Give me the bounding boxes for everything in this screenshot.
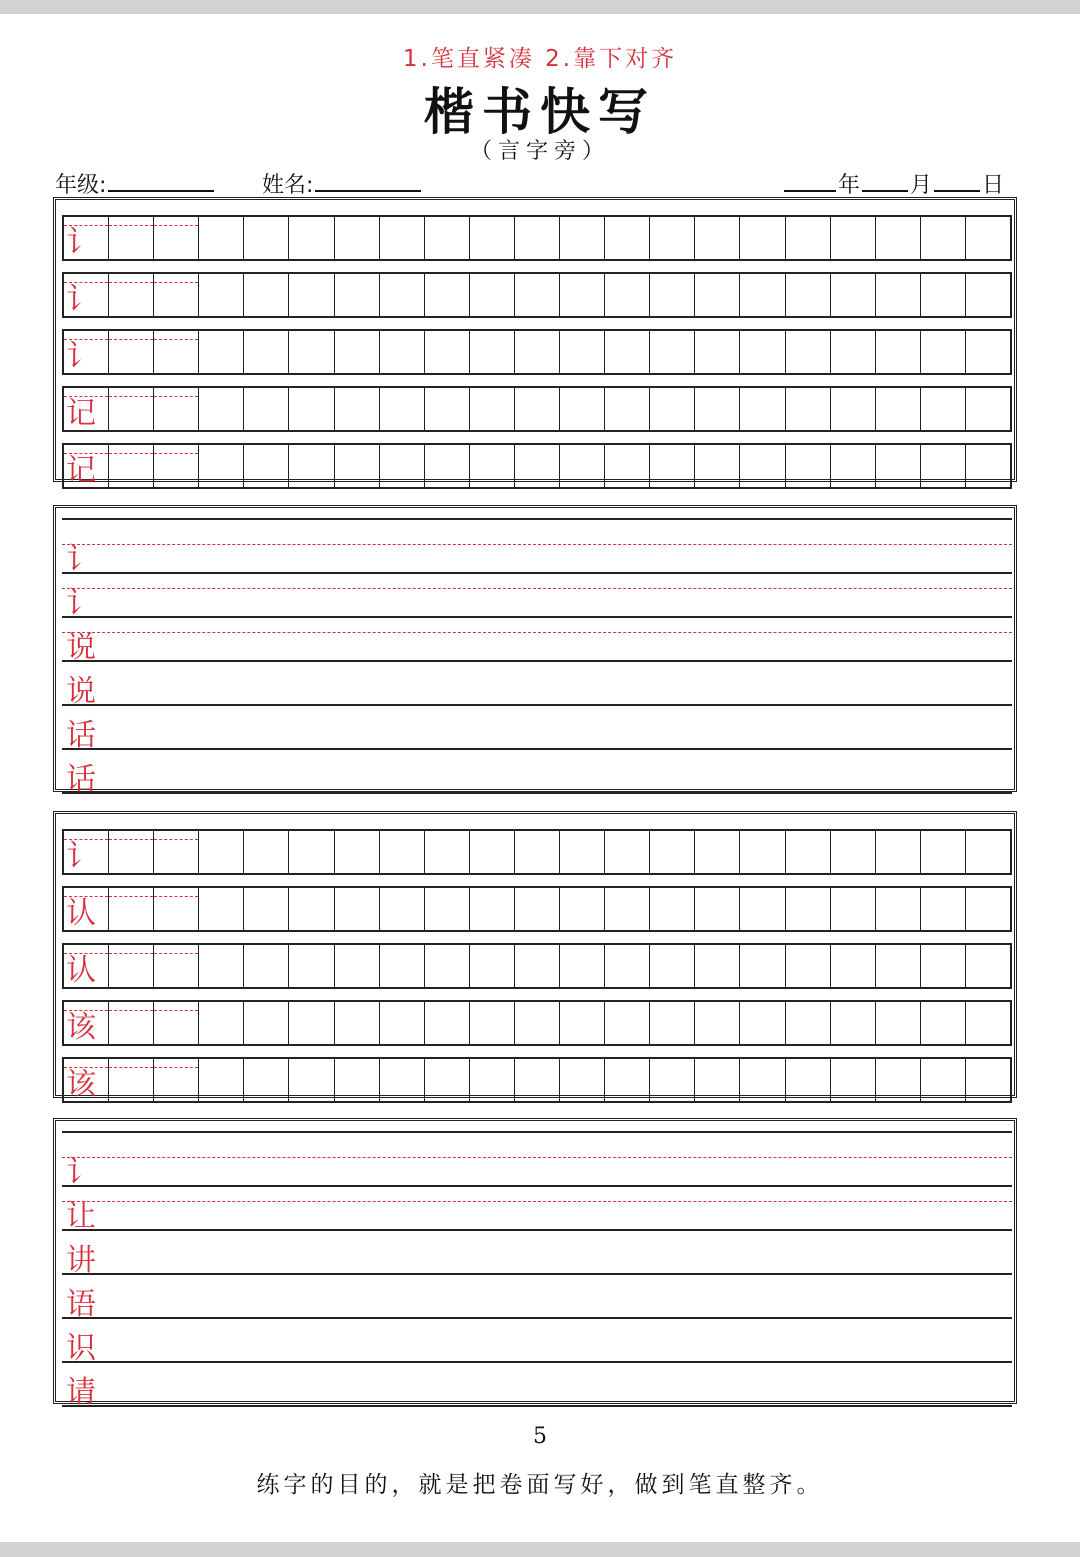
writing-cell[interactable] <box>289 1002 334 1044</box>
example-glyph: 讠 <box>66 586 96 621</box>
writing-cell[interactable] <box>154 217 199 259</box>
writing-line[interactable] <box>62 530 1012 577</box>
writing-cell[interactable] <box>786 331 831 373</box>
writing-cell[interactable] <box>786 445 831 487</box>
example-cell <box>64 274 109 316</box>
writing-tips: 1.笔直紧凑 2.靠下对齐 <box>402 46 678 72</box>
writing-cell[interactable] <box>560 445 605 487</box>
example-glyph: 该 <box>66 1067 96 1102</box>
year-label: 年 <box>838 173 861 198</box>
writing-cell[interactable] <box>154 945 199 987</box>
writing-cell[interactable] <box>876 888 921 930</box>
writing-line[interactable] <box>62 1363 1012 1410</box>
writing-cell[interactable] <box>605 274 650 316</box>
writing-cell[interactable] <box>921 274 966 316</box>
writing-cell[interactable] <box>289 1059 334 1101</box>
writing-cell[interactable] <box>605 217 650 259</box>
writing-cell[interactable] <box>831 888 876 930</box>
example-glyph: 记 <box>66 396 96 431</box>
writing-cell[interactable] <box>380 1002 425 1044</box>
example-glyph: 认 <box>66 896 96 931</box>
writing-cell[interactable] <box>425 831 470 873</box>
example-glyph: 语 <box>66 1287 96 1322</box>
writing-cell[interactable] <box>605 888 650 930</box>
writing-cell[interactable] <box>921 1002 966 1044</box>
writing-cell[interactable] <box>876 388 921 430</box>
writing-cell[interactable] <box>831 274 876 316</box>
writing-cell[interactable] <box>335 445 380 487</box>
writing-cell[interactable] <box>470 217 515 259</box>
writing-cell[interactable] <box>831 945 876 987</box>
writing-cell[interactable] <box>876 274 921 316</box>
writing-cell[interactable] <box>650 1059 695 1101</box>
writing-cell[interactable] <box>876 331 921 373</box>
writing-cell[interactable] <box>740 445 785 487</box>
writing-cell[interactable] <box>289 217 334 259</box>
grid-row <box>62 1057 1012 1103</box>
writing-cell[interactable] <box>966 1002 1010 1044</box>
writing-cell[interactable] <box>695 1059 740 1101</box>
writing-cell[interactable] <box>515 331 560 373</box>
writing-cell[interactable] <box>380 1059 425 1101</box>
writing-line[interactable] <box>62 750 1012 797</box>
example-glyph: 讠 <box>66 282 96 317</box>
example-cell <box>64 831 109 873</box>
writing-cell[interactable] <box>109 1002 154 1044</box>
writing-cell[interactable] <box>966 388 1010 430</box>
writing-cell[interactable] <box>335 274 380 316</box>
writing-cell[interactable] <box>560 1002 605 1044</box>
writing-cell[interactable] <box>335 1059 380 1101</box>
line-practice-block-2 <box>53 1118 1017 1410</box>
writing-cell[interactable] <box>109 831 154 873</box>
writing-cell[interactable] <box>605 445 650 487</box>
grid-row <box>62 1000 1012 1046</box>
writing-cell[interactable] <box>244 1002 289 1044</box>
grid-row <box>62 386 1012 432</box>
writing-cell[interactable] <box>921 945 966 987</box>
example-glyph: 讠 <box>66 339 96 374</box>
writing-cell[interactable] <box>425 445 470 487</box>
writing-cell[interactable] <box>831 217 876 259</box>
writing-cell[interactable] <box>335 888 380 930</box>
writing-cell[interactable] <box>921 888 966 930</box>
writing-cell[interactable] <box>966 888 1010 930</box>
name-blank[interactable] <box>315 170 421 192</box>
writing-cell[interactable] <box>154 445 199 487</box>
writing-cell[interactable] <box>289 388 334 430</box>
grid-row <box>62 886 1012 932</box>
writing-cell[interactable] <box>109 331 154 373</box>
writing-cell[interactable] <box>515 888 560 930</box>
writing-cell[interactable] <box>199 445 244 487</box>
grid-row <box>62 829 1012 875</box>
writing-cell[interactable] <box>199 1002 244 1044</box>
name-field[interactable] <box>262 170 423 199</box>
writing-cell[interactable] <box>244 888 289 930</box>
writing-cell[interactable] <box>244 331 289 373</box>
writing-cell[interactable] <box>650 888 695 930</box>
writing-cell[interactable] <box>876 217 921 259</box>
writing-cell[interactable] <box>605 1059 650 1101</box>
example-glyph: 讠 <box>66 225 96 260</box>
writing-cell[interactable] <box>650 388 695 430</box>
writing-cell[interactable] <box>831 388 876 430</box>
writing-cell[interactable] <box>831 1002 876 1044</box>
writing-cell[interactable] <box>921 445 966 487</box>
writing-cell[interactable] <box>380 445 425 487</box>
writing-cell[interactable] <box>650 945 695 987</box>
writing-cell[interactable] <box>289 331 334 373</box>
writing-line[interactable] <box>62 1275 1012 1322</box>
writing-cell[interactable] <box>695 1002 740 1044</box>
writing-cell[interactable] <box>470 1002 515 1044</box>
writing-cell[interactable] <box>650 445 695 487</box>
grade-label: 年级: <box>55 173 107 198</box>
writing-cell[interactable] <box>109 888 154 930</box>
example-glyph: 话 <box>66 762 96 797</box>
writing-cell[interactable] <box>244 217 289 259</box>
writing-cell[interactable] <box>335 1002 380 1044</box>
writing-cell[interactable] <box>650 1002 695 1044</box>
day-blank[interactable] <box>934 170 980 192</box>
grid-row <box>62 443 1012 489</box>
writing-cell[interactable] <box>560 831 605 873</box>
grid-row <box>62 215 1012 261</box>
writing-cell[interactable] <box>199 274 244 316</box>
guide-dashed-line <box>62 1201 1012 1202</box>
writing-cell[interactable] <box>109 274 154 316</box>
writing-cell[interactable] <box>605 388 650 430</box>
writing-cell[interactable] <box>515 831 560 873</box>
example-glyph: 话 <box>66 718 96 753</box>
writing-cell[interactable] <box>560 945 605 987</box>
writing-cell[interactable] <box>786 831 831 873</box>
writing-cell[interactable] <box>831 331 876 373</box>
writing-cell[interactable] <box>515 945 560 987</box>
example-cell <box>64 217 109 259</box>
writing-cell[interactable] <box>154 274 199 316</box>
writing-cell[interactable] <box>966 217 1010 259</box>
writing-cell[interactable] <box>650 217 695 259</box>
writing-cell[interactable] <box>470 445 515 487</box>
grid-row <box>62 272 1012 318</box>
writing-cell[interactable] <box>740 331 785 373</box>
writing-cell[interactable] <box>966 331 1010 373</box>
writing-cell[interactable] <box>199 331 244 373</box>
writing-cell[interactable] <box>380 831 425 873</box>
writing-cell[interactable] <box>109 945 154 987</box>
writing-cell[interactable] <box>380 217 425 259</box>
grid-row <box>62 329 1012 375</box>
writing-cell[interactable] <box>380 945 425 987</box>
writing-cell[interactable] <box>876 945 921 987</box>
writing-cell[interactable] <box>605 945 650 987</box>
example-glyph: 让 <box>66 1199 96 1234</box>
writing-cell[interactable] <box>289 445 334 487</box>
writing-cell[interactable] <box>380 888 425 930</box>
writing-cell[interactable] <box>289 274 334 316</box>
writing-cell[interactable] <box>335 831 380 873</box>
writing-cell[interactable] <box>831 445 876 487</box>
writing-cell[interactable] <box>966 831 1010 873</box>
example-cell <box>64 945 109 987</box>
example-cell <box>64 1002 109 1044</box>
writing-cell[interactable] <box>335 945 380 987</box>
writing-cell[interactable] <box>470 274 515 316</box>
writing-cell[interactable] <box>786 388 831 430</box>
writing-cell[interactable] <box>786 274 831 316</box>
writing-cell[interactable] <box>831 831 876 873</box>
writing-line[interactable] <box>62 1143 1012 1190</box>
writing-cell[interactable] <box>740 831 785 873</box>
writing-cell[interactable] <box>470 388 515 430</box>
writing-line[interactable] <box>62 1187 1012 1234</box>
line-practice-block-1 <box>53 505 1017 797</box>
writing-cell[interactable] <box>199 217 244 259</box>
writing-cell[interactable] <box>966 1059 1010 1101</box>
writing-cell[interactable] <box>740 945 785 987</box>
writing-cell[interactable] <box>740 1059 785 1101</box>
writing-cell[interactable] <box>199 388 244 430</box>
example-glyph: 讠 <box>66 1155 96 1190</box>
guide-dashed-line <box>62 632 1012 633</box>
writing-cell[interactable] <box>921 831 966 873</box>
writing-cell[interactable] <box>425 1059 470 1101</box>
writing-cell[interactable] <box>335 217 380 259</box>
writing-cell[interactable] <box>335 388 380 430</box>
writing-cell[interactable] <box>560 331 605 373</box>
writing-cell[interactable] <box>966 445 1010 487</box>
example-glyph: 讠 <box>66 839 96 874</box>
month-blank[interactable] <box>862 170 908 192</box>
writing-cell[interactable] <box>786 888 831 930</box>
writing-line[interactable] <box>62 618 1012 665</box>
example-cell <box>64 331 109 373</box>
writing-cell[interactable] <box>876 445 921 487</box>
grid-practice-block-1 <box>53 197 1017 488</box>
worksheet-page <box>0 14 1080 1542</box>
writing-cell[interactable] <box>335 331 380 373</box>
writing-cell[interactable] <box>515 1059 560 1101</box>
writing-cell[interactable] <box>425 331 470 373</box>
writing-cell[interactable] <box>786 945 831 987</box>
writing-cell[interactable] <box>199 945 244 987</box>
writing-cell[interactable] <box>380 388 425 430</box>
example-glyph: 讠 <box>66 542 96 577</box>
writing-cell[interactable] <box>695 945 740 987</box>
writing-cell[interactable] <box>740 217 785 259</box>
example-glyph: 说 <box>66 630 96 665</box>
writing-cell[interactable] <box>560 888 605 930</box>
writing-cell[interactable] <box>650 331 695 373</box>
writing-cell[interactable] <box>560 1059 605 1101</box>
writing-cell[interactable] <box>244 945 289 987</box>
writing-cell[interactable] <box>244 388 289 430</box>
writing-cell[interactable] <box>425 1002 470 1044</box>
example-glyph: 请 <box>66 1375 96 1410</box>
page-number: 5 <box>533 1424 547 1449</box>
example-glyph: 讲 <box>66 1243 96 1278</box>
writing-cell[interactable] <box>154 1002 199 1044</box>
writing-cell[interactable] <box>605 831 650 873</box>
writing-cell[interactable] <box>425 274 470 316</box>
writing-cell[interactable] <box>966 274 1010 316</box>
writing-cell[interactable] <box>831 1059 876 1101</box>
grade-field[interactable] <box>55 170 216 199</box>
writing-cell[interactable] <box>650 274 695 316</box>
writing-cell[interactable] <box>921 331 966 373</box>
writing-cell[interactable] <box>470 945 515 987</box>
writing-cell[interactable] <box>695 217 740 259</box>
writing-cell[interactable] <box>289 945 334 987</box>
writing-cell[interactable] <box>515 1002 560 1044</box>
writing-cell[interactable] <box>244 831 289 873</box>
writing-cell[interactable] <box>921 217 966 259</box>
month-label: 月 <box>910 173 933 198</box>
writing-cell[interactable] <box>154 331 199 373</box>
writing-cell[interactable] <box>695 831 740 873</box>
writing-cell[interactable] <box>154 388 199 430</box>
writing-cell[interactable] <box>109 445 154 487</box>
writing-cell[interactable] <box>740 888 785 930</box>
writing-cell[interactable] <box>380 331 425 373</box>
writing-cell[interactable] <box>289 888 334 930</box>
writing-cell[interactable] <box>650 831 695 873</box>
writing-cell[interactable] <box>244 1059 289 1101</box>
writing-cell[interactable] <box>425 217 470 259</box>
writing-cell[interactable] <box>470 888 515 930</box>
writing-cell[interactable] <box>786 1059 831 1101</box>
example-glyph: 认 <box>66 953 96 988</box>
example-glyph: 记 <box>66 453 96 488</box>
writing-line[interactable] <box>62 1319 1012 1366</box>
writing-cell[interactable] <box>515 445 560 487</box>
writing-cell[interactable] <box>921 1059 966 1101</box>
writing-cell[interactable] <box>786 1002 831 1044</box>
writing-cell[interactable] <box>154 888 199 930</box>
writing-cell[interactable] <box>695 388 740 430</box>
writing-line[interactable] <box>62 574 1012 621</box>
writing-cell[interactable] <box>695 274 740 316</box>
example-cell <box>64 388 109 430</box>
guide-dashed-line <box>62 588 1012 589</box>
writing-cell[interactable] <box>109 217 154 259</box>
writing-cell[interactable] <box>560 274 605 316</box>
grid-row <box>62 943 1012 989</box>
writing-cell[interactable] <box>695 331 740 373</box>
writing-cell[interactable] <box>425 888 470 930</box>
writing-cell[interactable] <box>109 1059 154 1101</box>
writing-cell[interactable] <box>560 388 605 430</box>
writing-cell[interactable] <box>425 388 470 430</box>
grid-practice-block-2 <box>53 811 1017 1102</box>
example-cell <box>64 888 109 930</box>
writing-cell[interactable] <box>786 217 831 259</box>
page-subtitle: （言字旁） <box>469 139 610 164</box>
writing-line[interactable] <box>62 1231 1012 1278</box>
writing-cell[interactable] <box>605 1002 650 1044</box>
writing-line[interactable] <box>62 706 1012 753</box>
writing-cell[interactable] <box>876 1059 921 1101</box>
writing-cell[interactable] <box>154 1059 199 1101</box>
writing-cell[interactable] <box>605 331 650 373</box>
example-cell <box>64 445 109 487</box>
writing-cell[interactable] <box>515 274 560 316</box>
example-glyph: 识 <box>66 1331 96 1366</box>
writing-cell[interactable] <box>921 388 966 430</box>
guide-dashed-line <box>62 1157 1012 1158</box>
writing-cell[interactable] <box>515 217 560 259</box>
writing-cell[interactable] <box>966 945 1010 987</box>
writing-cell[interactable] <box>199 1059 244 1101</box>
writing-line[interactable] <box>62 662 1012 709</box>
writing-cell[interactable] <box>425 945 470 987</box>
name-label: 姓名: <box>262 173 314 198</box>
writing-cell[interactable] <box>740 1002 785 1044</box>
example-glyph: 说 <box>66 674 96 709</box>
writing-cell[interactable] <box>470 331 515 373</box>
grade-blank[interactable] <box>108 170 214 192</box>
writing-cell[interactable] <box>244 445 289 487</box>
writing-cell[interactable] <box>876 831 921 873</box>
writing-cell[interactable] <box>470 831 515 873</box>
day-label: 日 <box>982 173 1005 198</box>
year-blank[interactable] <box>784 170 836 192</box>
writing-cell[interactable] <box>380 274 425 316</box>
guide-dashed-line <box>62 544 1012 545</box>
writing-cell[interactable] <box>515 388 560 430</box>
example-glyph: 该 <box>66 1010 96 1045</box>
top-rule <box>62 1131 1012 1133</box>
writing-cell[interactable] <box>876 1002 921 1044</box>
writing-cell[interactable] <box>560 217 605 259</box>
footer-motto: 练字的目的，就是把卷面写好，做到笔直整齐。 <box>256 1472 824 1498</box>
writing-cell[interactable] <box>695 888 740 930</box>
example-cell <box>64 1059 109 1101</box>
writing-cell[interactable] <box>470 1059 515 1101</box>
page-title: 楷书快写 <box>424 82 656 141</box>
date-field[interactable] <box>782 170 1004 199</box>
writing-cell[interactable] <box>740 388 785 430</box>
writing-cell[interactable] <box>695 445 740 487</box>
writing-cell[interactable] <box>199 831 244 873</box>
writing-cell[interactable] <box>740 274 785 316</box>
writing-cell[interactable] <box>109 388 154 430</box>
top-rule <box>62 518 1012 520</box>
writing-cell[interactable] <box>244 274 289 316</box>
writing-cell[interactable] <box>199 888 244 930</box>
writing-cell[interactable] <box>154 831 199 873</box>
writing-cell[interactable] <box>289 831 334 873</box>
